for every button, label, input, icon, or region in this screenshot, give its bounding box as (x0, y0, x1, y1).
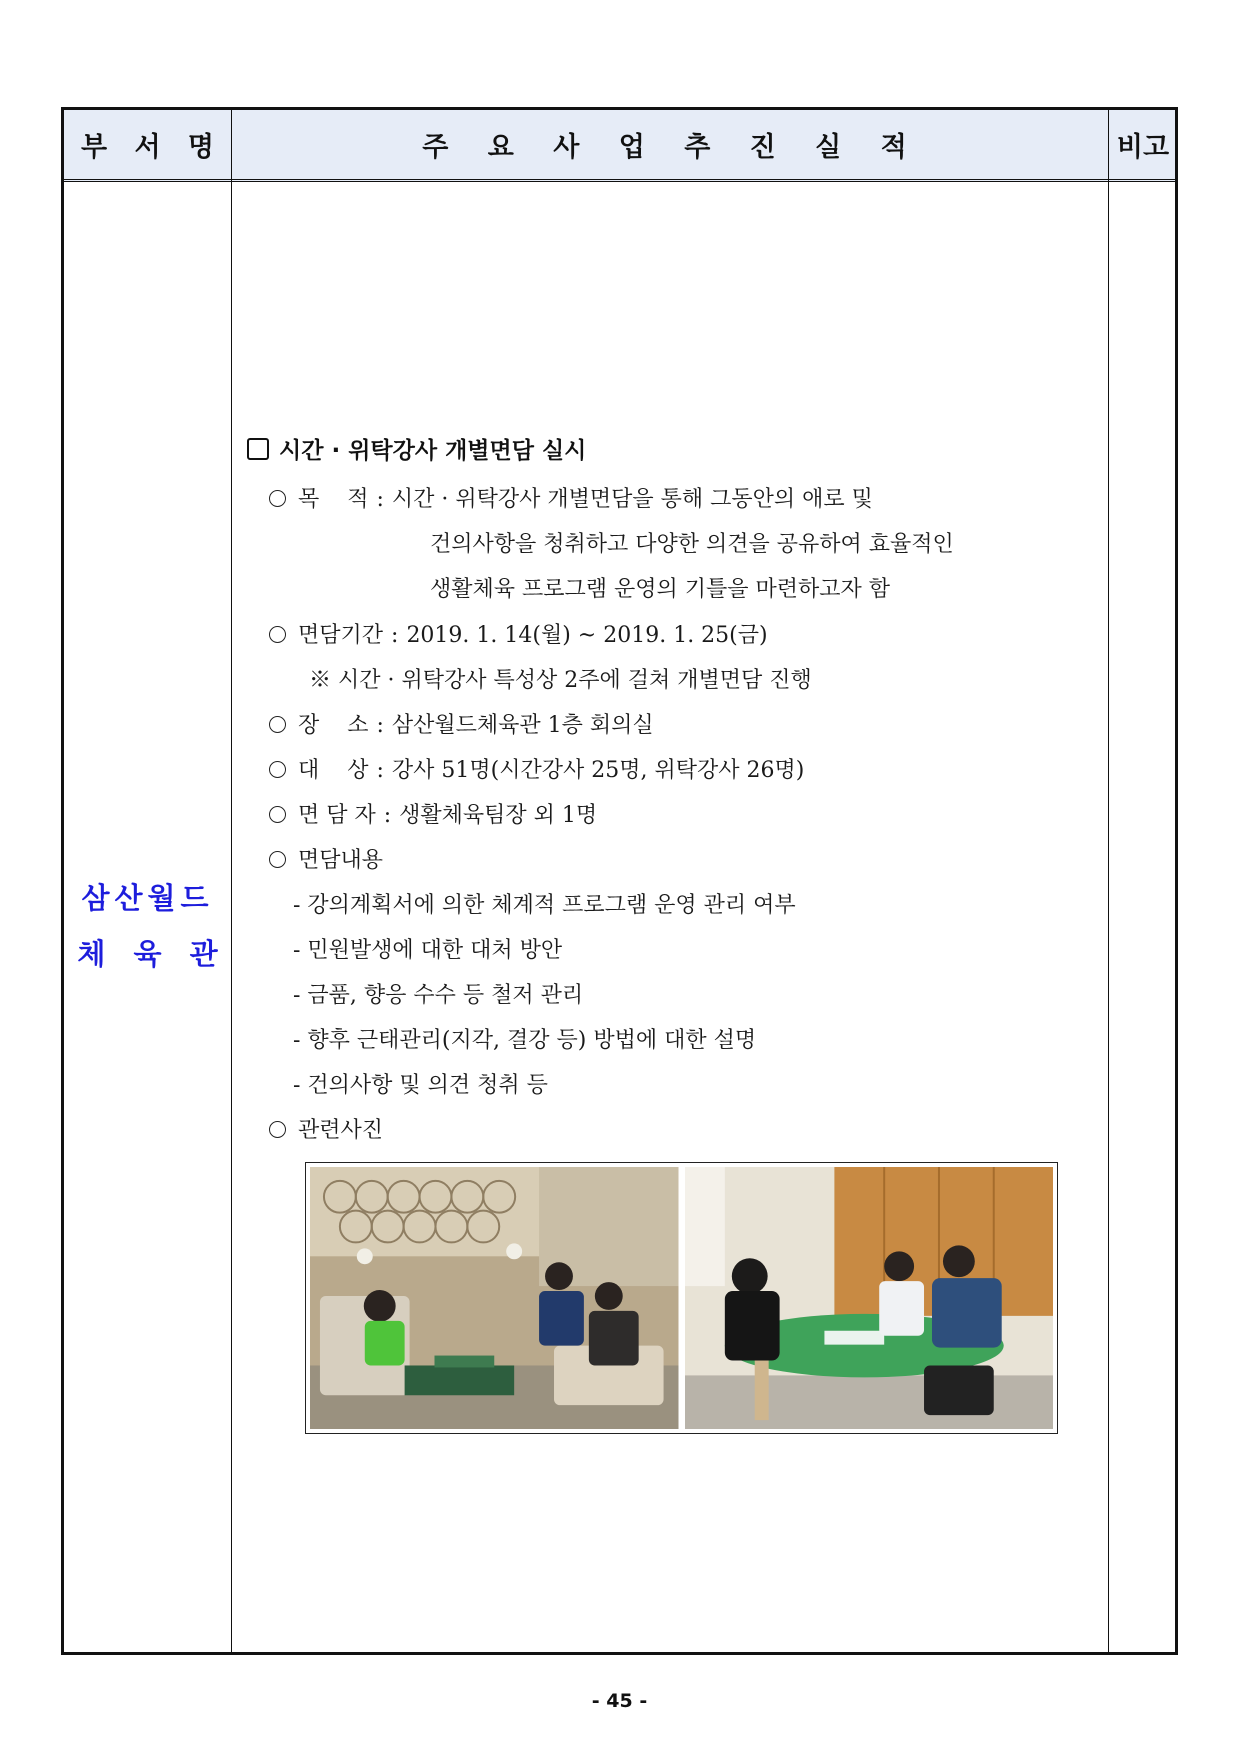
contents-label: 면담내용 (298, 848, 384, 873)
list-item: - 민원발생에 대한 대처 방안 (293, 938, 563, 963)
content-cell (231, 182, 1108, 1655)
interviewer-row: 면 담 자 : 생활체육팀장 외 1명 (269, 798, 597, 829)
department-name-line1: 삼산월드 (81, 881, 214, 915)
target-value: 강사 51명(시간강사 25명, 위탁강사 26명) (391, 758, 805, 783)
header-main-achievements: 주 요 사 업 추 진 실 적 (422, 132, 917, 163)
list-item: - 강의계획서에 의한 체계적 프로그램 운영 관리 여부 (293, 893, 796, 918)
department-name-line2: 체 육 관 (77, 937, 218, 971)
circle-bullet-icon (269, 626, 286, 643)
circle-bullet-icon (269, 1121, 286, 1138)
place-label: 장 소 (298, 713, 369, 738)
list-item: - 향후 근태관리(지각, 결강 등) 방법에 대한 설명 (293, 1028, 757, 1053)
list-item: - 금품, 향응 수수 등 철저 관리 (293, 983, 584, 1008)
checkbox-icon (247, 438, 269, 460)
target-row: 대 상 : 강사 51명(시간강사 25명, 위탁강사 26명) (269, 753, 804, 784)
section-title-text: 시간 · 위탁강사 개별면담 실시 (279, 438, 587, 464)
target-label: 대 상 (298, 758, 369, 783)
purpose-row: 목 적 : 시간 · 위탁강사 개별면담을 통해 그동안의 애로 및 (269, 482, 873, 513)
photo-meeting-room-sofa (310, 1167, 679, 1429)
purpose-line1: 시간 · 위탁강사 개별면담을 통해 그동안의 애로 및 (391, 487, 873, 512)
circle-bullet-icon (269, 716, 286, 733)
report-table (61, 107, 1178, 1655)
period-note: ※ 시간 · 위탁강사 특성상 2주에 걸쳐 개별면담 진행 (309, 668, 812, 693)
place-value: 삼산월드체육관 1층 회의실 (391, 713, 654, 738)
period-value: 2019. 1. 14(월) ~ 2019. 1. 25(금) (406, 623, 768, 648)
section-title (247, 432, 586, 465)
circle-bullet-icon (269, 851, 286, 868)
interviewer-label: 면 담 자 (298, 803, 376, 828)
purpose-label: 목 적 (298, 487, 369, 512)
place-row: 장 소 : 삼산월드체육관 1층 회의실 (269, 708, 654, 739)
photos-row (269, 1113, 383, 1144)
header-department: 부 서 명 (80, 132, 215, 163)
photo-round-table-meeting (685, 1167, 1054, 1429)
circle-bullet-icon (269, 761, 286, 778)
photos-label: 관련사진 (298, 1118, 384, 1143)
header-remarks: 비고 (1116, 132, 1170, 163)
column-divider (1108, 110, 1109, 1652)
purpose-line3: 생활체육 프로그램 운영의 기틀을 마련하고자 함 (430, 577, 891, 602)
interviewer-value: 생활체육팀장 외 1명 (399, 803, 598, 828)
circle-bullet-icon (269, 490, 286, 507)
related-photos (305, 1162, 1058, 1434)
page-number: - 45 - (591, 1690, 648, 1712)
department-name (64, 870, 231, 982)
circle-bullet-icon (269, 806, 286, 823)
period-label: 면담기간 (298, 623, 384, 648)
purpose-line2: 건의사항을 청취하고 다양한 의견을 공유하여 효율적인 (430, 532, 954, 557)
contents-row (269, 843, 383, 874)
period-row: 면담기간 : 2019. 1. 14(월) ~ 2019. 1. 25(금) (269, 618, 768, 649)
list-item: - 건의사항 및 의견 청취 등 (293, 1073, 548, 1098)
